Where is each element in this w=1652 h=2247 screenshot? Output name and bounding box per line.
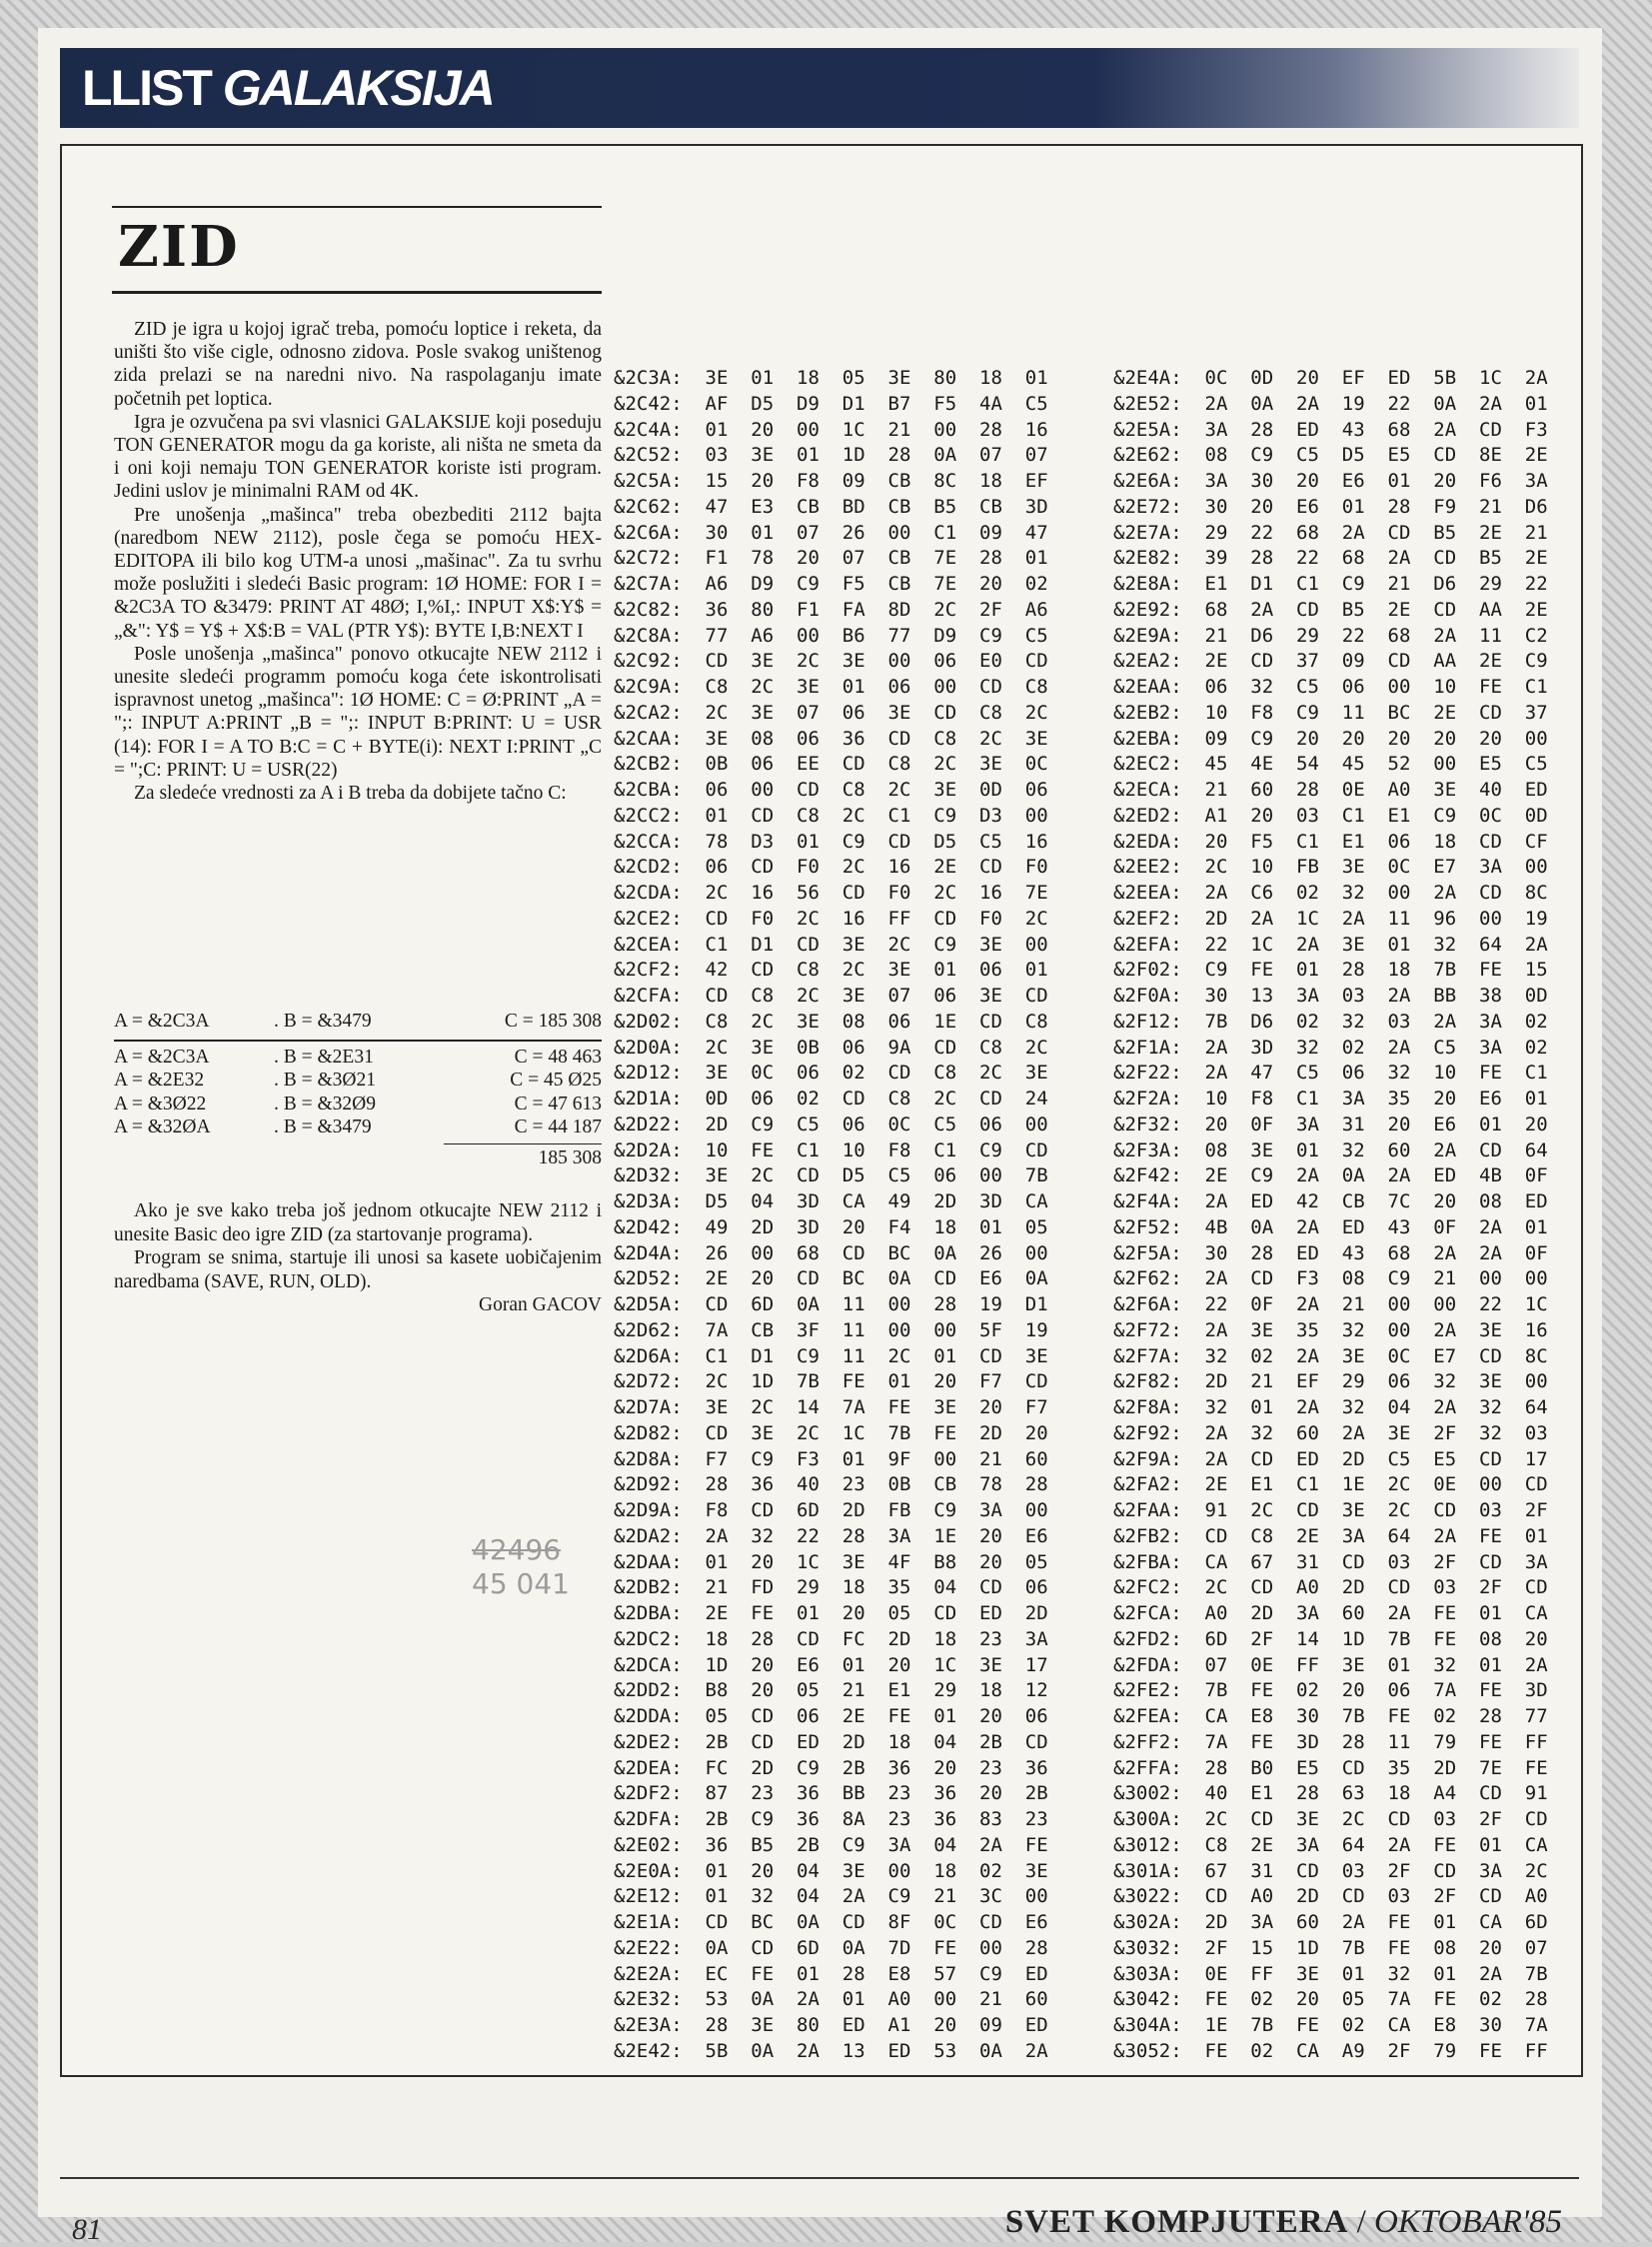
hex-row: &2C9A: C8 2C 3E 01 06 00 CD C8 bbox=[614, 676, 1048, 698]
hex-row: &3032: 2F 15 1D 7B FE 08 20 07 bbox=[1113, 1936, 1548, 1959]
paragraph: ZID je igra u kojoj igrač treba, pomoću loptice i reketa, da uništi što više cigle, odnosno zidova. Posle svakog uništenog zida prelazi se na naredni nivo. Na raspolaganju imate početnih pet loptica. bbox=[114, 319, 602, 410]
hex-row: &2EE2: 2C 10 FB 3E 0C E7 3A 00 bbox=[1113, 856, 1548, 879]
hex-row: &2CE2: CD F0 2C 16 FF CD F0 2C bbox=[614, 907, 1048, 930]
masthead-brand: GALAKSIJA bbox=[222, 60, 494, 116]
hex-row: &2FF2: 7A FE 3D 28 11 79 FE FF bbox=[1113, 1730, 1548, 1753]
hex-row: &2DEA: FC 2D C9 2B 36 20 23 36 bbox=[614, 1756, 1048, 1779]
hex-row: &2E02: 36 B5 2B C9 3A 04 2A FE bbox=[614, 1833, 1048, 1856]
footer-separator: / bbox=[1348, 2204, 1375, 2240]
hex-row: &2E6A: 3A 30 20 E6 01 20 F6 3A bbox=[1113, 470, 1548, 492]
hex-row: &2EEA: 2A C6 02 32 00 2A CD 8C bbox=[1113, 882, 1548, 904]
checksum-divider bbox=[114, 1040, 602, 1042]
hex-row: &2DBA: 2E FE 01 20 05 CD ED 2D bbox=[614, 1602, 1048, 1624]
checksum-b: . B = &32Ø9 bbox=[274, 1093, 377, 1115]
hex-row: &2E2A: EC FE 01 28 E8 57 C9 ED bbox=[614, 1962, 1048, 1985]
hex-row: &2CC2: 01 CD C8 2C C1 C9 D3 00 bbox=[614, 804, 1048, 827]
article-title: ZID bbox=[118, 214, 240, 280]
hex-listing-left bbox=[614, 366, 1048, 2065]
hex-row: &2CF2: 42 CD C8 2C 3E 01 06 01 bbox=[614, 959, 1048, 982]
page-number: 81 bbox=[72, 2213, 102, 2246]
hex-row: &2D1A: 0D 06 02 CD C8 2C CD 24 bbox=[614, 1088, 1048, 1110]
hex-row: &2E4A: 0C 0D 20 EF ED 5B 1C 2A bbox=[1113, 367, 1548, 389]
checksum-sum-rule bbox=[444, 1143, 602, 1144]
checksum-b: . B = &3Ø21 bbox=[274, 1070, 377, 1091]
hex-row: &2D6A: C1 D1 C9 11 2C 01 CD 3E bbox=[614, 1344, 1048, 1367]
checksum-a: A = &3Ø22 bbox=[114, 1093, 207, 1115]
paragraph: Igra je ozvučena pa svi vlasnici GALAKSIJE koji poseduju TON GENERATOR mogu da ga koriste, ali ništa ne smeta da i oni koji nemaju TON GENERATOR koriste isti program. Jedini uslov je minimalni RAM od 4K. bbox=[114, 411, 602, 503]
hex-row: &2F42: 2E C9 2A 0A 2A ED 4B 0F bbox=[1113, 1164, 1548, 1187]
hex-row: &2F6A: 22 0F 2A 21 00 00 22 1C bbox=[1113, 1293, 1548, 1315]
hex-row: &2DFA: 2B C9 36 8A 23 36 83 23 bbox=[614, 1808, 1048, 1830]
hex-row: &2EB2: 10 F8 C9 11 BC 2E CD 37 bbox=[1113, 701, 1548, 724]
hex-row: &2F72: 2A 3E 35 32 00 2A 3E 16 bbox=[1113, 1318, 1548, 1341]
hex-row: &2F1A: 2A 3D 32 02 2A C5 3A 02 bbox=[1113, 1036, 1548, 1059]
hex-row: &2EDA: 20 F5 C1 E1 06 18 CD CF bbox=[1113, 830, 1548, 853]
hex-row: &2E82: 39 28 22 68 2A CD B5 2E bbox=[1113, 547, 1548, 570]
hex-row: &3012: C8 2E 3A 64 2A FE 01 CA bbox=[1113, 1833, 1548, 1856]
hex-row: &2E42: 5B 0A 2A 13 ED 53 0A 2A bbox=[614, 2039, 1048, 2062]
hex-row: &2D92: 28 36 40 23 0B CB 78 28 bbox=[614, 1473, 1048, 1496]
hex-row: &3042: FE 02 20 05 7A FE 02 28 bbox=[1113, 1988, 1548, 2011]
hex-row: &2DF2: 87 23 36 BB 23 36 20 2B bbox=[614, 1782, 1048, 1805]
hex-row: &2CB2: 0B 06 EE CD C8 2C 3E 0C bbox=[614, 753, 1048, 776]
hex-row: &2EA2: 2E CD 37 09 CD AA 2E C9 bbox=[1113, 650, 1548, 673]
hex-row: &2EFA: 22 1C 2A 3E 01 32 64 2A bbox=[1113, 933, 1548, 956]
magazine-page bbox=[38, 28, 1602, 2246]
hex-row: &2FA2: 2E E1 C1 1E 2C 0E 00 CD bbox=[1113, 1473, 1548, 1496]
hex-row: &2F32: 20 0F 3A 31 20 E6 01 20 bbox=[1113, 1113, 1548, 1135]
hex-row: &2F02: C9 FE 01 28 18 7B FE 15 bbox=[1113, 959, 1548, 982]
hex-row: &2C7A: A6 D9 C9 F5 CB 7E 20 02 bbox=[614, 573, 1048, 595]
hex-row: &2EF2: 2D 2A 1C 2A 11 96 00 19 bbox=[1113, 907, 1548, 930]
hex-row: &2DCA: 1D 20 E6 01 20 1C 3E 17 bbox=[614, 1653, 1048, 1676]
hex-row: &2C42: AF D5 D9 D1 B7 F5 4A C5 bbox=[614, 392, 1048, 415]
hex-row: &2C72: F1 78 20 07 CB 7E 28 01 bbox=[614, 547, 1048, 570]
handwritten-note bbox=[472, 1533, 570, 1601]
hex-row: &2DDA: 05 CD 06 2E FE 01 20 06 bbox=[614, 1705, 1048, 1727]
checksum-a: A = &32ØA bbox=[114, 1117, 211, 1137]
hex-row: &2F52: 4B 0A 2A ED 43 0F 2A 01 bbox=[1113, 1215, 1548, 1238]
hex-row: &2E72: 30 20 E6 01 28 F9 21 D6 bbox=[1113, 495, 1548, 518]
paragraph: Posle unošenja „mašinca" ponovo otkucajte NEW 2112 i unesite sledeći programm pomoću koga ćete iskontrolisati ispravnost unetog „mašinca": 1Ø HOME: C = Ø:PRINT „A = ";: INPUT A:PRINT „B = ";: INPUT B:PRINT: U = USR (14): FOR I = A TO B:C = C + BYTE(i): NEXT I:PRINT „C = ";C: PRINT: U = USR(22) bbox=[114, 643, 602, 781]
hex-row: &2E7A: 29 22 68 2A CD B5 2E 21 bbox=[1113, 521, 1548, 544]
hex-row: &2C3A: 3E 01 18 05 3E 80 18 01 bbox=[614, 367, 1048, 389]
hex-row: &2E62: 08 C9 C5 D5 E5 CD 8E 2E bbox=[1113, 444, 1548, 467]
article-body bbox=[114, 318, 602, 805]
hex-row: &2F82: 2D 21 EF 29 06 32 3E 00 bbox=[1113, 1370, 1548, 1393]
hex-row: &2CCA: 78 D3 01 C9 CD D5 C5 16 bbox=[614, 830, 1048, 853]
checksum-row bbox=[114, 1046, 602, 1070]
footer-rule bbox=[60, 2177, 1579, 2187]
hex-row: &2D7A: 3E 2C 14 7A FE 3E 20 F7 bbox=[614, 1396, 1048, 1418]
hex-row: &304A: 1E 7B FE 02 CA E8 30 7A bbox=[1113, 2014, 1548, 2036]
hex-row: &302A: 2D 3A 60 2A FE 01 CA 6D bbox=[1113, 1911, 1548, 1933]
hex-row: &2ED2: A1 20 03 C1 E1 C9 0C 0D bbox=[1113, 804, 1548, 827]
hex-row: &2EC2: 45 4E 54 45 52 00 E5 C5 bbox=[1113, 753, 1548, 776]
hex-row: &2F62: 2A CD F3 08 C9 21 00 00 bbox=[1113, 1267, 1548, 1290]
checksum-row bbox=[114, 1093, 602, 1117]
hex-row: &2D4A: 26 00 68 CD BC 0A 26 00 bbox=[614, 1241, 1048, 1264]
hex-row: &2DC2: 18 28 CD FC 2D 18 23 3A bbox=[614, 1627, 1048, 1650]
hex-row: &2FBA: CA 67 31 CD 03 2F CD 3A bbox=[1113, 1550, 1548, 1573]
hex-row: &2D52: 2E 20 CD BC 0A CD E6 0A bbox=[614, 1267, 1048, 1290]
hex-row: &2D12: 3E 0C 06 02 CD C8 2C 3E bbox=[614, 1062, 1048, 1085]
hex-row: &2E3A: 28 3E 80 ED A1 20 09 ED bbox=[614, 2014, 1048, 2036]
paragraph: Pre unošenja „mašinca" treba obezbediti 2112 bajta (naredbom NEW 2112), posle čega se pomoću HEX-EDITOPA ili bilo kog UTM-a unosi „mašinac". Za tu svrhu može poslužiti i sledeći Basic program: 1Ø HOME: FOR I = &2C3A TO &3479: PRINT AT 48Ø; I,%I,: INPUT X$:Y$ = „&": Y$ = Y$ + X$:B = VAL (PTR Y$): BYTE I,B:NEXT I bbox=[114, 504, 602, 642]
hex-row: &2D82: CD 3E 2C 1C 7B FE 2D 20 bbox=[614, 1421, 1048, 1444]
hex-row: &2FB2: CD C8 2E 3A 64 2A FE 01 bbox=[1113, 1524, 1548, 1547]
hex-row: &2DA2: 2A 32 22 28 3A 1E 20 E6 bbox=[614, 1524, 1048, 1547]
hex-row: &2F9A: 2A CD ED 2D C5 E5 CD 17 bbox=[1113, 1447, 1548, 1470]
checksum-a: A = &2C3A bbox=[114, 1011, 210, 1032]
checksum-total: 185 308 bbox=[538, 1146, 602, 1168]
hex-row: &2F4A: 2A ED 42 CB 7C 20 08 ED bbox=[1113, 1190, 1548, 1212]
checksum-c: C = 48 463 bbox=[514, 1046, 602, 1068]
hex-row: &2CDA: 2C 16 56 CD F0 2C 16 7E bbox=[614, 882, 1048, 904]
checksum-row bbox=[114, 1116, 602, 1139]
handwritten-crossed-number: 42496 bbox=[472, 1533, 562, 1566]
hex-row: &2E8A: E1 D1 C1 C9 21 D6 29 22 bbox=[1113, 573, 1548, 595]
masthead-bar bbox=[60, 48, 1579, 128]
hex-row: &2CAA: 3E 08 06 36 CD C8 2C 3E bbox=[614, 727, 1048, 750]
checksum-c: C = 44 187 bbox=[514, 1117, 602, 1137]
checksum-a: A = &2C3A bbox=[114, 1046, 210, 1068]
hex-row: &2C92: CD 3E 2C 3E 00 06 E0 CD bbox=[614, 650, 1048, 673]
title-rule-top bbox=[112, 206, 602, 208]
hex-row: &2C62: 47 E3 CB BD CB B5 CB 3D bbox=[614, 495, 1048, 518]
hex-row: &2C8A: 77 A6 00 B6 77 D9 C9 C5 bbox=[614, 624, 1048, 647]
hex-row: &2D0A: 2C 3E 0B 06 9A CD C8 2C bbox=[614, 1036, 1048, 1059]
hex-row: &2EAA: 06 32 C5 06 00 10 FE C1 bbox=[1113, 676, 1548, 698]
hex-row: &2C82: 36 80 F1 FA 8D 2C 2F A6 bbox=[614, 598, 1048, 621]
hex-row: &2CFA: CD C8 2C 3E 07 06 3E CD bbox=[614, 985, 1048, 1007]
hex-row: &2FDA: 07 0E FF 3E 01 32 01 2A bbox=[1113, 1653, 1548, 1676]
hex-row: &2C5A: 15 20 F8 09 CB 8C 18 EF bbox=[614, 470, 1048, 492]
hex-row: &2E92: 68 2A CD B5 2E CD AA 2E bbox=[1113, 598, 1548, 621]
hex-row: &2F8A: 32 01 2A 32 04 2A 32 64 bbox=[1113, 1396, 1548, 1418]
hex-row: &2D5A: CD 6D 0A 11 00 28 19 D1 bbox=[614, 1293, 1048, 1315]
hex-row: &2F7A: 32 02 2A 3E 0C E7 CD 8C bbox=[1113, 1344, 1548, 1367]
hex-row: &2E22: 0A CD 6D 0A 7D FE 00 28 bbox=[614, 1936, 1048, 1959]
issue-date: OKTOBAR'85 bbox=[1374, 2204, 1562, 2240]
hex-row: &3052: FE 02 CA A9 2F 79 FE FF bbox=[1113, 2039, 1548, 2062]
hex-row: &2EBA: 09 C9 20 20 20 20 20 00 bbox=[1113, 727, 1548, 750]
hex-row: &2CA2: 2C 3E 07 06 3E CD C8 2C bbox=[614, 701, 1048, 724]
checksum-main-row bbox=[114, 1010, 602, 1034]
hex-row: &2F0A: 30 13 3A 03 2A BB 38 0D bbox=[1113, 985, 1548, 1007]
hex-row: &2E1A: CD BC 0A CD 8F 0C CD E6 bbox=[614, 1911, 1048, 1933]
hex-row: &2F22: 2A 47 C5 06 32 10 FE C1 bbox=[1113, 1062, 1548, 1085]
hex-row: &2FCA: A0 2D 3A 60 2A FE 01 CA bbox=[1113, 1602, 1548, 1624]
checksum-b: . B = &2E31 bbox=[274, 1046, 374, 1068]
hex-row: &2F3A: 08 3E 01 32 60 2A CD 64 bbox=[1113, 1138, 1548, 1161]
hex-row: &2D9A: F8 CD 6D 2D FB C9 3A 00 bbox=[614, 1499, 1048, 1521]
hex-row: &3002: 40 E1 28 63 18 A4 CD 91 bbox=[1113, 1782, 1548, 1805]
hex-row: &2DD2: B8 20 05 21 E1 29 18 12 bbox=[614, 1679, 1048, 1702]
checksum-a: A = &2E32 bbox=[114, 1070, 205, 1091]
masthead-prefix: LLIST bbox=[82, 60, 223, 116]
footer-magazine-title bbox=[1005, 2204, 1562, 2241]
paragraph: Program se snima, startuje ili unosi sa kasete uobičajenim naredbama (SAVE, RUN, OLD). bbox=[114, 1247, 602, 1292]
hex-row: &2ECA: 21 60 28 0E A0 3E 40 ED bbox=[1113, 779, 1548, 801]
checksum-table bbox=[114, 1010, 602, 1317]
hex-row: &2D62: 7A CB 3F 11 00 00 5F 19 bbox=[614, 1318, 1048, 1341]
hex-row: &2C52: 03 3E 01 1D 28 0A 07 07 bbox=[614, 444, 1048, 467]
hex-row: &2FC2: 2C CD A0 2D CD 03 2F CD bbox=[1113, 1576, 1548, 1599]
hex-row: &2D8A: F7 C9 F3 01 9F 00 21 60 bbox=[614, 1447, 1048, 1470]
hex-row: &2D02: C8 2C 3E 08 06 1E CD C8 bbox=[614, 1010, 1048, 1033]
hex-row: &2E9A: 21 D6 29 22 68 2A 11 C2 bbox=[1113, 624, 1548, 647]
hex-row: &2E5A: 3A 28 ED 43 68 2A CD F3 bbox=[1113, 418, 1548, 441]
checksum-c: C = 47 613 bbox=[514, 1093, 602, 1115]
checksum-b: . B = &3479 bbox=[274, 1117, 372, 1137]
hex-row: &300A: 2C CD 3E 2C CD 03 2F CD bbox=[1113, 1808, 1548, 1830]
paragraph: Za sledeće vrednosti za A i B treba da dobijete tačno C: bbox=[134, 783, 567, 805]
hex-row: &2FE2: 7B FE 02 20 06 7A FE 3D bbox=[1113, 1679, 1548, 1702]
hex-row: &2D32: 3E 2C CD D5 C5 06 00 7B bbox=[614, 1164, 1048, 1187]
hex-row: &3022: CD A0 2D CD 03 2F CD A0 bbox=[1113, 1885, 1548, 1908]
hex-row: &2FD2: 6D 2F 14 1D 7B FE 08 20 bbox=[1113, 1627, 1548, 1650]
hex-row: &2DE2: 2B CD ED 2D 18 04 2B CD bbox=[614, 1730, 1048, 1753]
hex-row: &2E0A: 01 20 04 3E 00 18 02 3E bbox=[614, 1859, 1048, 1882]
hex-row: &2D72: 2C 1D 7B FE 01 20 F7 CD bbox=[614, 1370, 1048, 1393]
hex-row: &2E12: 01 32 04 2A C9 21 3C 00 bbox=[614, 1885, 1048, 1908]
hex-row: &2D22: 2D C9 C5 06 0C C5 06 00 bbox=[614, 1113, 1048, 1135]
hex-row: &303A: 0E FF 3E 01 32 01 2A 7B bbox=[1113, 1962, 1548, 1985]
hex-row: &2D2A: 10 FE C1 10 F8 C1 C9 CD bbox=[614, 1138, 1048, 1161]
title-rule-bottom bbox=[112, 291, 602, 294]
hex-row: &2D3A: D5 04 3D CA 49 2D 3D CA bbox=[614, 1190, 1048, 1212]
hex-row: &2FAA: 91 2C CD 3E 2C CD 03 2F bbox=[1113, 1499, 1548, 1521]
article-frame bbox=[60, 144, 1583, 2077]
checksum-c: C = 45 Ø25 bbox=[510, 1070, 602, 1091]
hex-row: &2C4A: 01 20 00 1C 21 00 28 16 bbox=[614, 418, 1048, 441]
paragraph: Ako je sve kako treba još jednom otkucajte NEW 2112 i unesite Basic deo igre ZID (za startovanje programa). bbox=[114, 1200, 602, 1245]
hex-row: &2CBA: 06 00 CD C8 2C 3E 0D 06 bbox=[614, 779, 1048, 801]
magazine-name: SVET KOMPJUTERA bbox=[1004, 2204, 1349, 2240]
hex-row: &301A: 67 31 CD 03 2F CD 3A 2C bbox=[1113, 1859, 1548, 1882]
hex-listing-right bbox=[1113, 366, 1548, 2065]
handwritten-number: 45 041 bbox=[472, 1567, 570, 1600]
hex-row: &2F12: 7B D6 02 32 03 2A 3A 02 bbox=[1113, 1010, 1548, 1033]
checksum-b: . B = &3479 bbox=[274, 1011, 372, 1032]
hex-row: &2CD2: 06 CD F0 2C 16 2E CD F0 bbox=[614, 856, 1048, 879]
masthead-title bbox=[82, 58, 494, 118]
checksum-row bbox=[114, 1069, 602, 1093]
checksum-c: C = 185 308 bbox=[504, 1011, 602, 1032]
hex-row: &2FEA: CA E8 30 7B FE 02 28 77 bbox=[1113, 1705, 1548, 1727]
hex-row: &2F2A: 10 F8 C1 3A 35 20 E6 01 bbox=[1113, 1088, 1548, 1110]
hex-row: &2E32: 53 0A 2A 01 A0 00 21 60 bbox=[614, 1988, 1048, 2011]
hex-row: &2DAA: 01 20 1C 3E 4F B8 20 05 bbox=[614, 1550, 1048, 1573]
hex-row: &2F5A: 30 28 ED 43 68 2A 2A 0F bbox=[1113, 1241, 1548, 1264]
hex-row: &2E52: 2A 0A 2A 19 22 0A 2A 01 bbox=[1113, 392, 1548, 415]
hex-row: &2D42: 49 2D 3D 20 F4 18 01 05 bbox=[614, 1215, 1048, 1238]
hex-row: &2F92: 2A 32 60 2A 3E 2F 32 03 bbox=[1113, 1421, 1548, 1444]
hex-row: &2FFA: 28 B0 E5 CD 35 2D 7E FE bbox=[1113, 1756, 1548, 1779]
hex-row: &2C6A: 30 01 07 26 00 C1 09 47 bbox=[614, 521, 1048, 544]
hex-row: &2DB2: 21 FD 29 18 35 04 CD 06 bbox=[614, 1576, 1048, 1599]
hex-row: &2CEA: C1 D1 CD 3E 2C C9 3E 00 bbox=[614, 933, 1048, 956]
author-signature: Goran GACOV bbox=[479, 1294, 602, 1315]
